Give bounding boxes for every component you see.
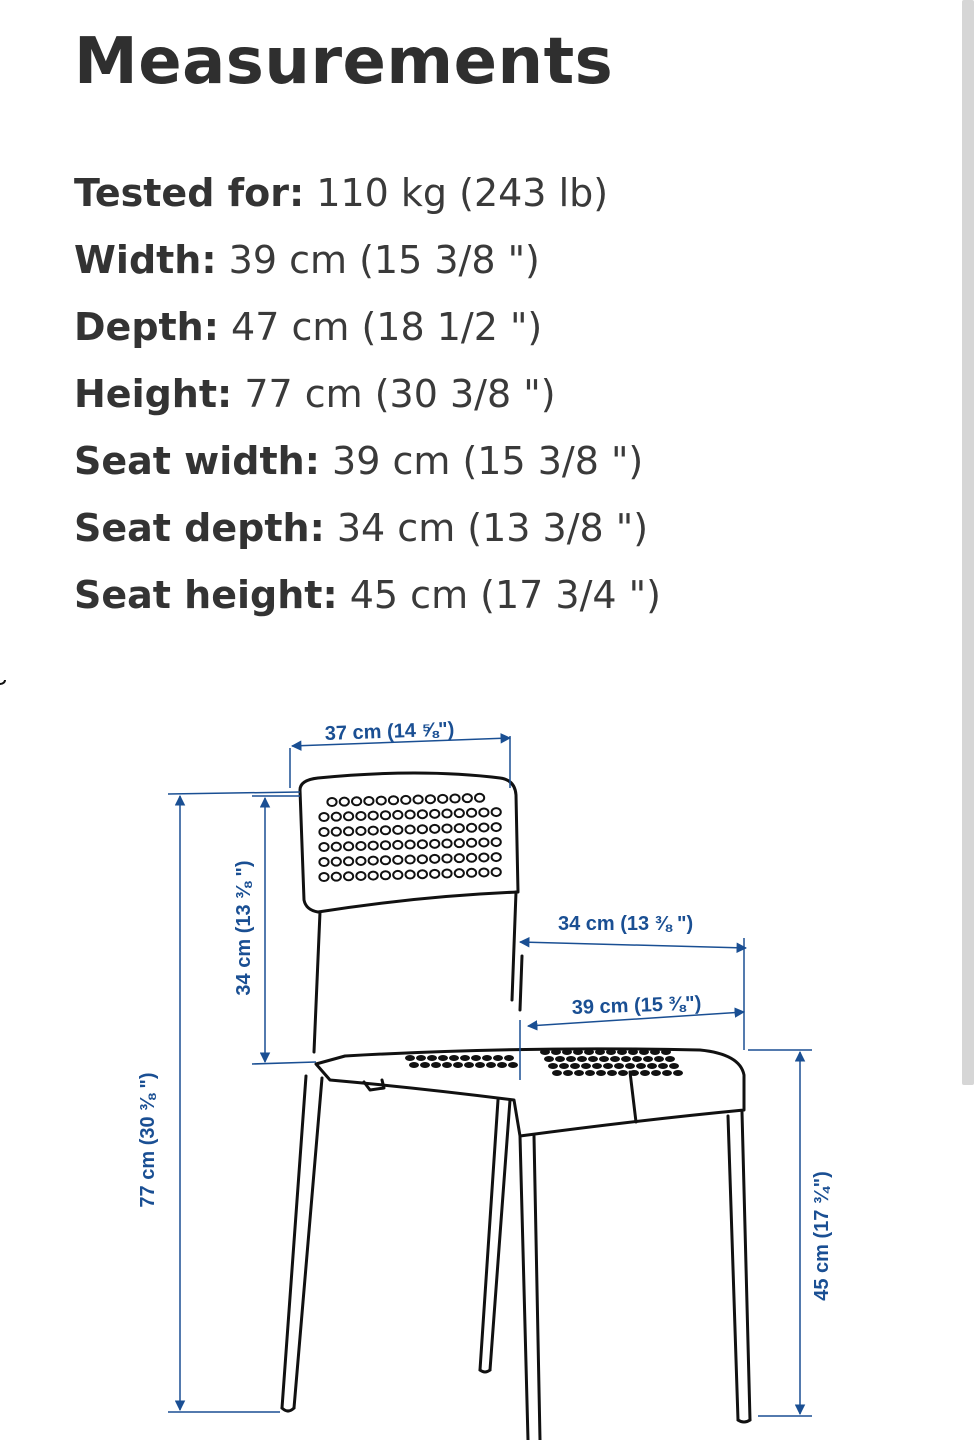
chair-seat	[316, 1049, 744, 1136]
spec-value: 39 cm (15 3/8 ")	[228, 238, 540, 282]
dim-total-height-label: 77 cm (30 ⅜ ")	[137, 1072, 159, 1208]
spec-value: 39 cm (15 3/8 ")	[332, 439, 644, 483]
chair-backrest	[300, 773, 518, 912]
chair-leg-back-left	[282, 1076, 306, 1408]
spec-label: Depth:	[74, 305, 219, 349]
page-title: Measurements	[74, 25, 614, 99]
dim-backrest-width-label: 37 cm (14 ⅝")	[324, 718, 455, 745]
measurements-list	[74, 160, 661, 629]
spec-tested-for	[74, 160, 661, 227]
spec-label: Tested for:	[74, 171, 305, 215]
spec-value: 110 kg (243 lb)	[316, 171, 609, 215]
spec-label: Height:	[74, 372, 233, 416]
spec-width	[74, 227, 661, 294]
dim-seat-depth-label: 34 cm (13 ⅜ ")	[558, 913, 694, 935]
spec-value: 47 cm (18 1/2 ")	[231, 305, 543, 349]
spec-seat-height	[74, 562, 661, 629]
spec-value: 45 cm (17 3/4 ")	[349, 573, 661, 617]
spec-height	[74, 361, 661, 428]
spec-depth	[74, 294, 661, 361]
dim-seat-height-label: 45 cm (17 ¾")	[811, 1171, 833, 1301]
chair-frame-right	[512, 892, 516, 1000]
spec-label: Seat depth:	[74, 506, 325, 550]
spec-label: Seat width:	[74, 439, 320, 483]
chair-leg-front-left	[520, 1136, 528, 1440]
chair-leg-back-right	[480, 1100, 498, 1370]
backrest-holes	[0, 680, 5, 684]
spec-value: 77 cm (30 3/8 ")	[244, 372, 556, 416]
spec-seat-depth	[74, 495, 661, 562]
spec-label: Width:	[74, 238, 217, 282]
spec-label: Seat height:	[74, 573, 338, 617]
chair-leg-front-right	[728, 1116, 738, 1420]
chair-dimension-diagram	[0, 680, 974, 1440]
chair-frame-left	[314, 912, 320, 1052]
spec-seat-width	[74, 428, 661, 495]
spec-value: 34 cm (13 3/8 ")	[336, 506, 649, 550]
dim-backrest-height-label: 34 cm (13 ⅜ ")	[233, 860, 255, 996]
dim-seat-width-label: 39 cm (15 ⅜")	[571, 992, 702, 1019]
